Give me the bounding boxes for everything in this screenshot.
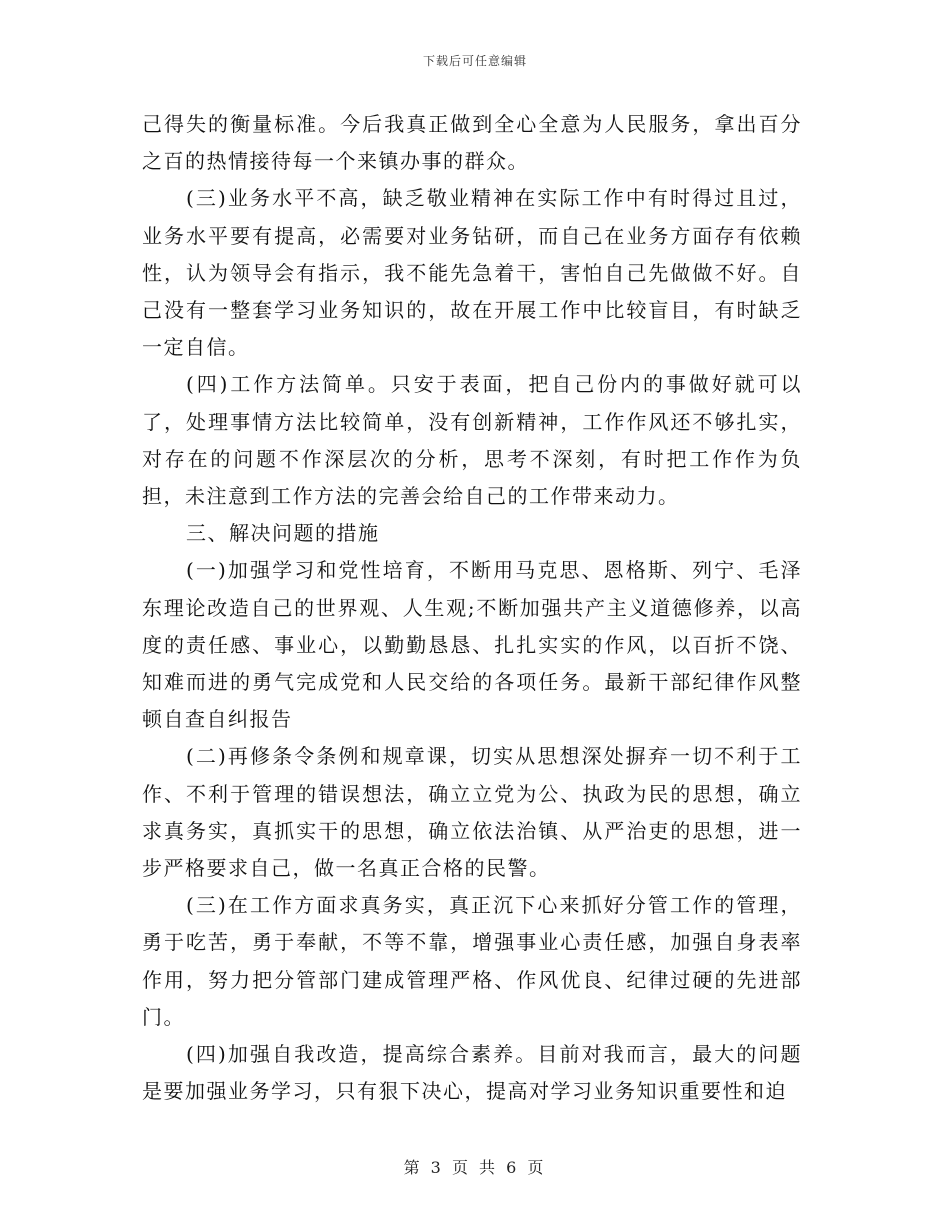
paragraph-issue-4: (四)工作方法简单。只安于表面，把自己份内的事做好就可以了，处理事情方法比较简单，没有创新精神，工作作风还不够扎实，对存在的问题不作深层次的分析，思考不深刻，有时把工作作为负担，未注意到工作方法的完善会给自己的工作带来动力。 [142, 372, 802, 509]
paragraph-continuation: 己得失的衡量标准。今后我真正做到全心全意为人民服务，拿出百分之百的热情接待每一个来镇办事的群众。 [142, 112, 802, 174]
paragraph-issue-3: (三)业务水平不高，缺乏敬业精神在实际工作中有时得过且过，业务水平要有提高，必需要对业务钻研，而自己在业务方面存有依赖性，认为领导会有指示，我不能先急着干，害怕自己先做做不好。自己没有一整套学习业务知识的，故在开展工作中比较盲目，有时缺乏一定自信。 [142, 186, 802, 360]
paragraph-measure-4: (四)加强自我改造，提高综合素养。目前对我而言，最大的问题是要加强业务学习，只有狠下决心，提高对学习业务知识重要性和迫 [142, 1042, 802, 1104]
paragraph-measure-2: (二)再修条令条例和规章课，切实从思想深处摒弃一切不利于工作、不利于管理的错误想法，确立立党为公、执政为民的思想，确立求真务实，真抓实干的思想，确立依法治镇、从严治吏的思想，进一步严格要求自己，做一名真正合格的民警。 [142, 744, 802, 881]
paragraph-measure-3: (三)在工作方面求真务实，真正沉下心来抓好分管工作的管理，勇于吃苦，勇于奉献，不等不靠，增强事业心责任感，加强自身表率作用，努力把分管部门建成管理严格、作风优良、纪律过硬的先进部门。 [142, 893, 802, 1029]
paragraph-measure-1: (一)加强学习和党性培育，不断用马克思、恩格斯、列宁、毛泽东理论改造自己的世界观、人生观;不断加强共产主义道德修养，以高度的责任感、事业心，以勤勤恳恳、扎扎实实的作风，以百折不饶、知难而进的勇气完成党和人民交给的各项任务。最新干部纪律作风整顿自查自纠报告 [142, 558, 802, 732]
body-text [142, 106, 802, 1110]
page-number-footer: 第 3 页 共 6 页 [403, 1158, 547, 1177]
header-note: 下载后可任意编辑 [422, 54, 527, 68]
section-heading-measures: 三、解决问题的措施 [186, 521, 380, 546]
